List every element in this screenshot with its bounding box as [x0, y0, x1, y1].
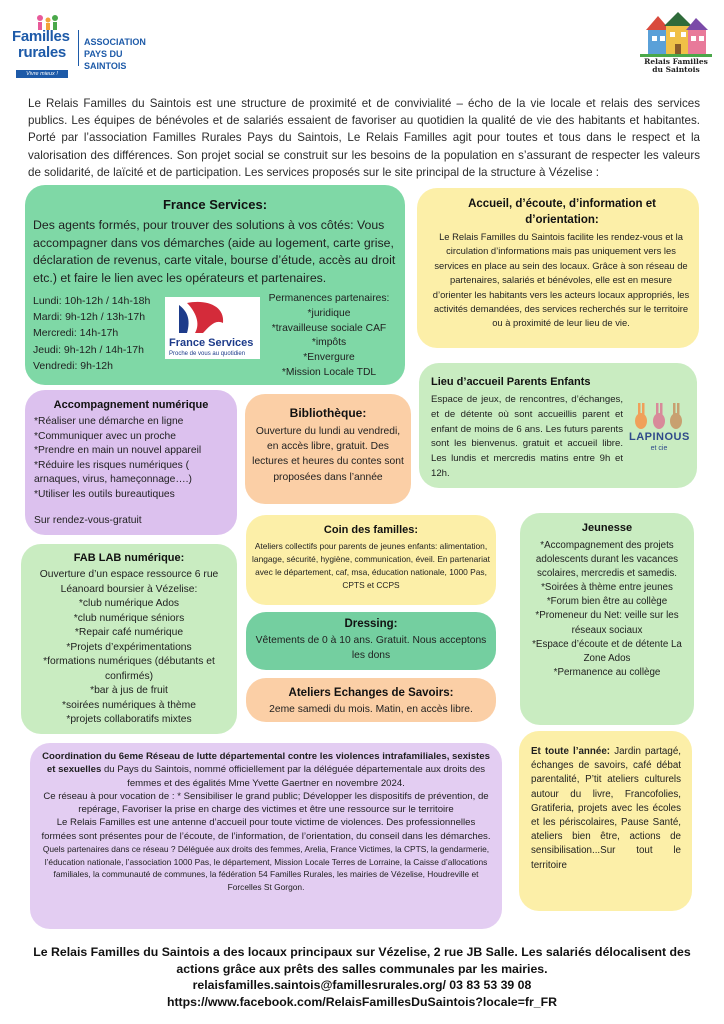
lapinous-logo-name: LAPINOUS [629, 431, 690, 443]
bibliotheque-title: Bibliothèque: [289, 406, 367, 420]
bibliotheque-text: Ouverture du lundi au vendredi, en accès libre, gratuit. Des lectures et heures du contes sont proposées dans l’année [252, 426, 404, 483]
dressing-card [246, 612, 496, 670]
lapinous-logo [629, 401, 689, 461]
list-item: *club numérique Ados [78, 598, 180, 609]
familles-rurales-logo [12, 14, 162, 77]
accompagnement-note: Sur rendez-vous-gratuit [34, 515, 142, 526]
footer-address: Le Relais Familles du Saintois a des locaux principaux sur Vézelise, 2 rue JB Salle. Les salariés délocalisent des actions grâce aux prêts des salles communales par les mairies. [33, 945, 691, 976]
france-services-logo-tagline: Proche de vous au quotidien [169, 351, 246, 357]
dressing-title: Dressing: [344, 618, 398, 630]
houses-icon [640, 8, 712, 58]
dressing-text: Vêtements de 0 à 10 ans. Gratuit. Nous acceptons les dons [255, 635, 487, 661]
coordination-partners: Quels partenaires dans ce réseau ? Déléguée aux droits des femmes, Arelia, France Victimes, la CPTS, la gendarmerie, l’éducation nationale, l’association 1000 Pas, le département, Mission Locale Terres de Lorraine, la Caisse d’allocations familiales, la communauté de communes, la fédération 54 Familles Rurales, les mairies de Vézelise, Houdreville et Forcelles St Gorgon. [42, 844, 490, 892]
coin-familles-card [246, 515, 496, 605]
france-services-card [25, 185, 405, 385]
list-item: *Soirées à thème entre jeunes [541, 582, 673, 594]
coordination-title-rest: du Pays du Saintois, nommé officiellement par la déléguée départementale aux droits des femmes et des égalités Mme Yvette Gaertner en novembre 2024. [101, 764, 486, 789]
coordination-title: Coordination du 6eme Réseau de lutte départemental contre les violences intrafamiliales, sexistes et sexuelles [42, 751, 490, 776]
list-item: *Repair café numérique [74, 627, 184, 638]
list-item: *Prendre en main un nouvel appareil [34, 445, 202, 457]
list-item: *Réaliser une démarche en ligne [34, 416, 184, 427]
parents-enfants-title: Lieu d’accueil Parents Enfants [431, 376, 591, 388]
jeunesse-list [524, 539, 690, 680]
jeunesse-card [520, 513, 694, 725]
relais-familles-logo-text [640, 58, 712, 74]
hours-wednesday: Mercredi: 14h-17h [33, 327, 119, 340]
fablab-card [21, 544, 237, 734]
accueil-card [417, 188, 699, 348]
partner-item: *juridique [307, 307, 351, 319]
accueil-title: Accueil, d’écoute, d’information et d’orientation: [468, 198, 656, 226]
ateliers-title: Ateliers Echanges de Savoirs: [288, 687, 454, 699]
bibliotheque-card [245, 394, 411, 504]
list-item: *formations numériques (débutants et confirmés) [43, 656, 215, 682]
france-services-partners [265, 292, 393, 381]
toute-annee-label: Et toute l’année: [531, 746, 611, 757]
rabbits-icon [629, 401, 689, 431]
coordination-card [30, 743, 502, 929]
france-services-hours [33, 293, 150, 374]
france-services-logo-name: France Services [169, 337, 254, 349]
footer-contact[interactable]: relaisfamilles.saintois@famillesrurales.org/ 03 83 53 39 08 [192, 978, 532, 993]
list-item: *Permanence au collège [553, 666, 661, 678]
list-item: *Réduire les risques numériques ( arnaques, virus, hameçonnage….) [34, 459, 192, 486]
list-item: *Accompagnement des projets adolescents durant les vacances scolaires, mercredis et samedis. [535, 540, 679, 580]
list-item: *Utiliser les outils bureautiques [34, 488, 175, 500]
list-item: *Promeneur du Net: veille sur les réseaux sociaux [535, 610, 679, 636]
ateliers-text: 2eme samedi du mois. Matin, en accès libre. [269, 704, 473, 715]
coordination-antenne: Le Relais Familles est une antenne d’accueil pour toute victime de violences. Des professionnelles formées sont présentes pour de l’écoute, de l’information, de l’orientation, du conseil dans les démarches. [41, 817, 491, 842]
lapinous-logo-sub: et cie [650, 445, 668, 452]
accueil-text: Le Relais Familles du Saintois facilite les rendez-vous et la circulation d’informations mais pas uniquement vers les services en place au sein des locaux. Grâce à son réseau de partenaires, salariés et bénévoles, elle est en mesure d’orienter les habitants vers les acteurs locaux appropriés, les activités demandées, des services recherchés sur le territoire ou à proximité de leur lieu de vie. [432, 231, 690, 329]
toute-annee-body: Jardin partagé, échanges de savoirs, café débat parentalité, P’tit ateliers culturels autour du livre, Francofolies, Gratiferia, projets avec les écoles et les périscolaires, Pause Santé, ateliers bien être, actions de sensibilisation...Sur tout le territoire [531, 746, 681, 871]
hours-tuesday: Mardi: 9h-12h / 13h-17h [33, 311, 146, 324]
association-label: ASSOCIATION [84, 37, 146, 47]
association-name [84, 36, 162, 72]
coin-familles-text: Ateliers collectifs pour parents de jeunes enfants: alimentation, langage, sécurité, hygiène, communication, éveil. En partenariat avec le département, caf, msa, éducation nationale, 1000 Pas, CPTS et CCPS [252, 541, 490, 590]
partner-item: *impôts [311, 337, 347, 349]
partner-item: *Mission Locale TDL [281, 366, 377, 378]
list-item: *bar à jus de fruit [90, 685, 168, 696]
intro-paragraph: Le Relais Familles du Saintois est une structure de proximité et de convivialité – écho de la vie locale et relais des services publics. Les équipes de bénévoles et de salariés essaient de favoriser au quotidien la qualité de vie des habitants et habitantes. Porté par l’association Familles Rurales Pays du Saintois, Le Relais Familles agit pour toutes et tous dans le respect et la valorisation des différences. Son projet social se construit sur les besoins de la population en s’assurant de respecter les valeurs de solidarité, de laïcité et de participation. Les services proposés sur le site principal de la structure à Vézelise : [28, 97, 700, 179]
familles-rurales-wordmark [12, 14, 74, 77]
footer [30, 944, 694, 1010]
fablab-title: FAB LAB numérique: [73, 552, 185, 564]
list-item: *club numérique séniors [73, 612, 185, 624]
relais-logo-line2: du Saintois [652, 65, 700, 74]
list-item: *Espace d’écoute et de détente La Zone Ados [532, 638, 682, 664]
france-services-description: Des agents formés, pour trouver des solutions à vos côtés: Vous accompagner dans vos démarches (aide au logement, carte grise, déclaration de revenus, carte vitale, bourse d’étude, accès au droit etc.) et faire le lien avec les opérateurs et partenaires. [33, 218, 396, 285]
accompagnement-list [34, 415, 234, 503]
ateliers-card [246, 678, 496, 722]
list-item: *soirées numériques à thème [62, 699, 196, 711]
footer-facebook-link[interactable]: https://www.facebook.com/RelaisFamillesDuSaintois?locale=fr_FR [166, 994, 558, 1009]
accompagnement-title: Accompagnement numérique [53, 399, 209, 411]
relais-logo-line1: Relais Familles [644, 57, 708, 66]
partners-title: Permanences partenaires: [268, 293, 390, 304]
list-item: *Projets d’expérimentations [66, 641, 192, 653]
parents-enfants-card [419, 363, 697, 488]
logo-familles-text: Familles [12, 28, 70, 45]
accompagnement-numerique-card [25, 390, 237, 535]
partner-item: *Envergure [303, 352, 355, 364]
logo-rurales-text: rurales [18, 44, 66, 61]
toute-annee-card [519, 731, 692, 911]
fablab-intro: Ouverture d’un espace ressource 6 rue Léanoard boursier à Vézelise: [39, 569, 219, 595]
parents-enfants-text: Espace de jeux, de rencontres, d’échanges, et de détente où sont accueillis parent et enfant de moins de 6 ans. Les futurs parents sont les bienvenus. gratuit et accueil libre. Les lundis et mercredis matins entre 9h et 12h. [431, 394, 623, 479]
coordination-text [40, 750, 492, 893]
coordination-heading [40, 750, 492, 790]
relais-familles-logo [640, 8, 712, 76]
hours-thursday: Jeudi: 9h-12h / 14h-17h [33, 343, 144, 356]
coordination-vocation: Ce réseau à pour vocation de : * Sensibiliser le grand public; Développer les dispositifs de prévention, de repérage, Favoriser la prise en charge des victimes et être une ressource sur le territoire [43, 790, 489, 816]
fablab-list [25, 568, 233, 728]
france-services-logo [165, 297, 260, 359]
hours-friday: Vendredi: 9h-12h [33, 359, 113, 372]
marianne-icon [165, 297, 260, 337]
association-territory: PAYS DU SAINTOIS [84, 49, 127, 71]
hours-monday: Lundi: 10h-12h / 14h-18h [33, 295, 151, 307]
france-services-title: France Services: [162, 197, 268, 212]
toute-annee-text [531, 745, 681, 873]
logo-divider [78, 30, 79, 66]
logo-tagline: Vivre mieux ! [16, 70, 68, 78]
list-item: *Forum bien être au collège [546, 596, 668, 608]
partner-item: *travailleuse sociale CAF [271, 322, 387, 334]
list-item: *projets collaboratifs mixtes [66, 714, 192, 725]
jeunesse-title: Jeunesse [581, 522, 633, 534]
coin-familles-title: Coin des familles: [323, 524, 419, 536]
list-item: *Communiquer avec un proche [34, 430, 176, 442]
